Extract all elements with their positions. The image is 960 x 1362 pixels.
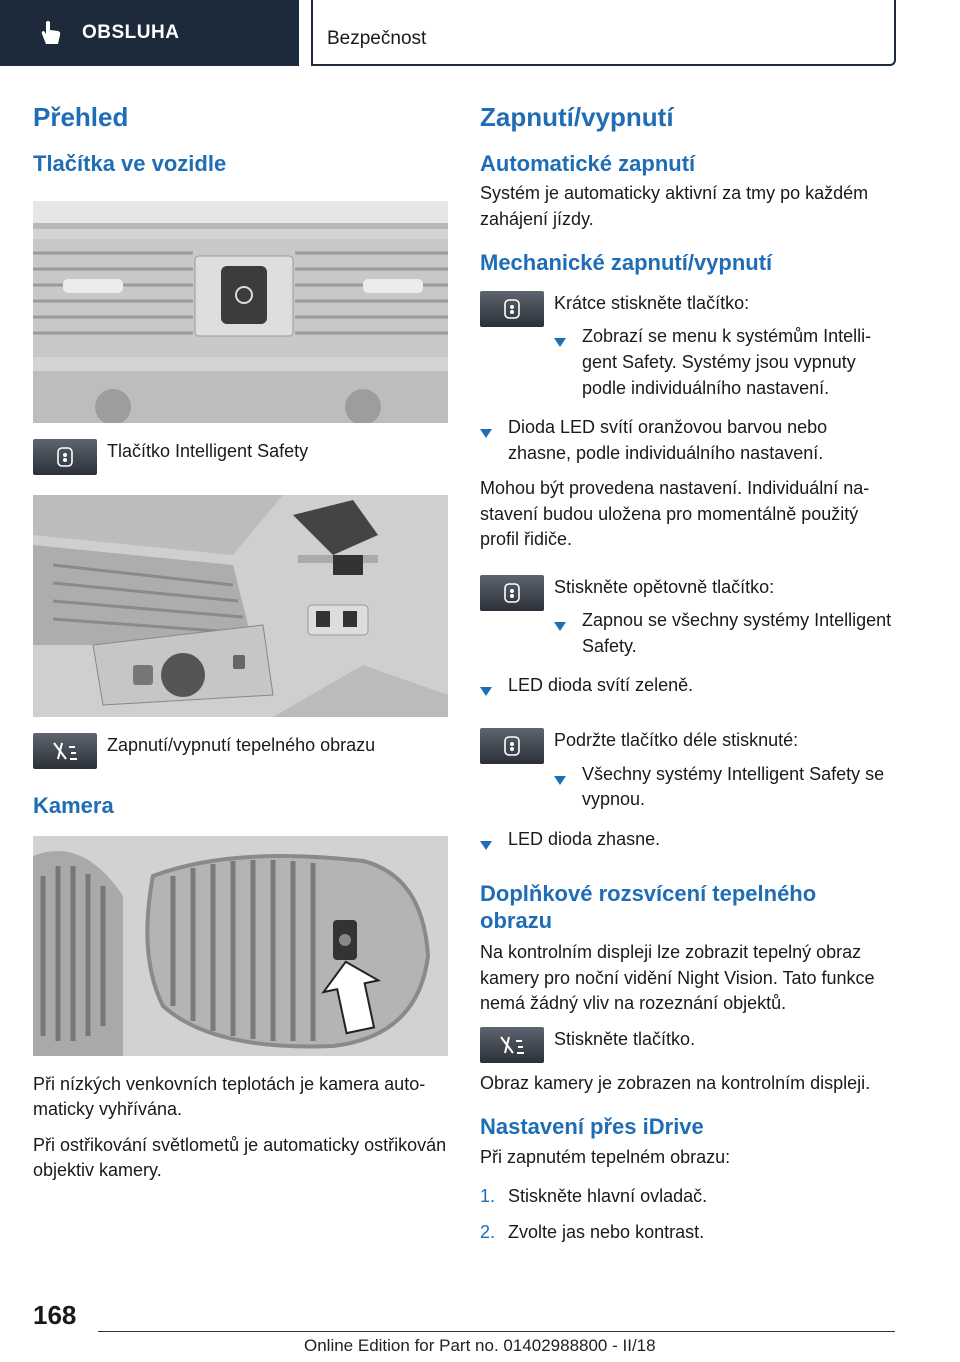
long-press-led-text: LED dioda zhasne. <box>508 828 661 849</box>
long-press-result-text: Všechny systémy Intelligent Safety se vypnou. <box>582 763 885 810</box>
triangle-bullet-icon <box>554 338 566 347</box>
short-press-text: Krátce stiskněte tlačítko: <box>554 292 750 313</box>
camera-heading: Kamera <box>33 793 114 819</box>
hand-icon <box>38 20 64 46</box>
profile-settings-note: Mohou být provedena nastavení. Individuální nastavení budou uložena pro momentálně použitý profil řidiče. <box>480 478 870 550</box>
short-press-result <box>554 324 892 401</box>
long-press-text: Podržte tlačítko déle stisknuté: <box>554 729 799 750</box>
press-again-result-text: Zapnou se všechny systémy Intelligent Safety. <box>582 610 892 656</box>
triangle-bullet-icon <box>554 622 566 631</box>
long-press-row <box>480 728 892 823</box>
thermal-image-row <box>33 733 448 769</box>
manual-on-off-heading: Mechanické zapnutí/vypnutí <box>480 250 773 276</box>
intelligent-safety-button-icon <box>480 728 544 764</box>
press-again-result <box>554 608 892 659</box>
camera-washing-text: Při ostřikování světlometů je automaticky ostřikován objektiv kamery. <box>33 1134 447 1181</box>
buttons-heading: Tlačítka ve vozidle <box>33 151 227 176</box>
press-again-led <box>480 673 892 706</box>
night-vision-button-icon <box>33 733 97 769</box>
idrive-heading: Nastavení přes iDrive <box>480 1114 704 1140</box>
step-text: Stiskněte hlavní ovladač. <box>508 1186 708 1207</box>
auto-on-text: Systém je automaticky aktivní za tmy po každém zahájení jízdy. <box>480 183 869 229</box>
section-tab <box>0 0 299 66</box>
press-again-text: Stiskněte opětovně tlačítko: <box>554 576 775 597</box>
chapter-label: Bezpečnost <box>327 28 427 49</box>
short-press-result-text: Zobrazí se menu k systémům Intelligent Safety. Systémy jsou vypnuty podle individuálního nastavení. <box>582 326 872 398</box>
step-1 <box>480 1184 892 1210</box>
short-press-row <box>480 291 892 411</box>
right-column <box>480 96 892 1255</box>
press-again-row <box>480 575 892 670</box>
left-column <box>33 96 448 1194</box>
camera-heating-text: Při nízkých venkovních teplotách je kamera automaticky vyhřívána. <box>33 1073 426 1120</box>
interior-photo <box>33 495 448 717</box>
chapter-tab <box>311 0 896 66</box>
page-number: 168 <box>33 1300 77 1330</box>
triangle-bullet-icon <box>480 841 492 850</box>
intelligent-safety-caption: Tlačítko Intelligent Safety <box>107 441 309 462</box>
step-number: 2. <box>480 1221 496 1242</box>
night-vision-button-icon <box>480 1027 544 1063</box>
step-text: Zvolte jas nebo kontrast. <box>508 1221 705 1242</box>
footer-divider <box>98 1331 895 1332</box>
thermal-image-caption: Zapnutí/vypnutí tepelného obrazu <box>107 735 376 756</box>
thermal-result-text: Obraz kamery je zobrazen na kontrolním displeji. <box>480 1072 871 1093</box>
step-2 <box>480 1220 892 1246</box>
short-press-led-text: Dioda LED svítí oranžovou barvou nebo zhasne, podle individuálního nastavení. <box>508 417 828 463</box>
intelligent-safety-button-icon <box>480 291 544 327</box>
thermal-press-text: Stiskněte tlačítko. <box>554 1028 696 1049</box>
section-label: OBSLUHA <box>82 22 180 43</box>
grille-camera-photo <box>33 836 448 1056</box>
thermal-press-row <box>480 1027 892 1063</box>
idrive-text: Při zapnutém tepelném obrazu: <box>480 1146 731 1167</box>
page-title: Přehled <box>33 102 129 132</box>
dashboard-photo <box>33 201 448 423</box>
long-press-result <box>554 762 892 813</box>
triangle-bullet-icon <box>554 776 566 785</box>
edition-note: Online Edition for Part no. 01402988800 - II/18 <box>304 1336 656 1355</box>
on-off-title: Zapnutí/vypnutí <box>480 102 674 132</box>
step-number: 1. <box>480 1186 496 1207</box>
triangle-bullet-icon <box>480 429 492 438</box>
short-press-led <box>480 415 892 466</box>
press-again-led-text: LED dioda svítí zeleně. <box>508 675 694 696</box>
thermal-extra-text: Na kontrolním displeji lze zobrazit tepelný obraz kamery pro noční vidění Night Vision. Tato funkce nemá žádný vliv na rozeznání objektů. <box>480 941 875 1014</box>
long-press-led <box>480 827 892 860</box>
intelligent-safety-button-icon <box>480 575 544 611</box>
auto-on-heading: Automatické zapnutí <box>480 151 696 176</box>
intelligent-safety-button-icon <box>33 439 97 475</box>
thermal-extra-heading: Doplňkové rozsvícení tepelného obrazu <box>480 881 817 933</box>
intelligent-safety-row <box>33 439 448 475</box>
triangle-bullet-icon <box>480 687 492 696</box>
